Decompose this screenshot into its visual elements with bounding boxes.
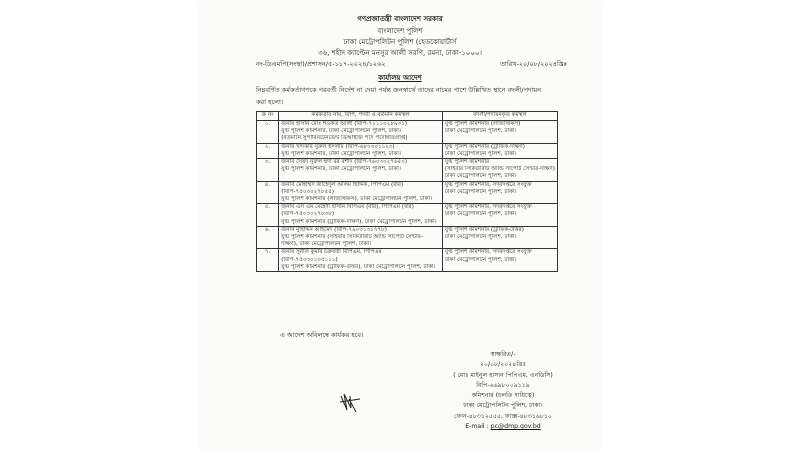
posting-line: যুগ্ম পুলিশ কমিশনার [444, 159, 490, 166]
officer-line: (বিপি-৭৫০৩০২৭৮৫৫) [281, 188, 335, 195]
officer-line: জনাব হাসান মোঃ শওকত আলী (বিপি-৭১১১০২৮৯৩১) [281, 121, 408, 127]
contact-phone: ফোন-৪৮৩১২৫৫৫, ফ্যাক্স-৪৮৩১৬৮১০ [454, 412, 552, 420]
row-posting [442, 204, 557, 227]
table-row [257, 204, 558, 227]
email-link[interactable]: pc@dmp.gov.bd [490, 423, 541, 431]
signature-mark [338, 390, 364, 414]
transfer-table [256, 111, 558, 272]
officer-line: জনাব মুহিদ্দিন আহমেদ (বিপি-৭৯০৩১৩১৭৭৮) [281, 226, 387, 233]
officer-line: (বর্তমানে সুপারিনটেনডেন্ট ডিআইজি পদে পদোন্নতিপ্রাপ্ত) [281, 135, 408, 142]
signatory-name: ( মোঃ মাইনুল হাসান পিপিএম, এনডিসি) [453, 371, 553, 379]
row-officer [279, 121, 443, 144]
office-order-title: কার্যালয় আদেশ [378, 74, 422, 82]
table-body [257, 121, 558, 272]
officer-line: জনাব মোহাম্মদ জাহেদুল আলম ছিদ্দিক, পিপিএম (বার) [281, 181, 404, 188]
row-officer [279, 143, 443, 158]
posting-line: যুগ্ম পুলিশ কমিশনার (লজিস্টিকস) [444, 121, 521, 127]
row-serial: ৭. [257, 249, 279, 272]
officer-line: জনাব সৈয়দ নুরুল হুদা বর রশীদ (বিপি-৭৬০৩০২৭৬৫০) [281, 159, 408, 166]
row-posting [442, 249, 557, 272]
header-posting: বদলী/পদায়নকৃত কর্মস্থল [442, 112, 557, 121]
posting-line: যুগ্ম পুলিশ কমিশনার, সদরদপ্তরে সংযুক্ত [444, 204, 532, 211]
intro-paragraph [256, 84, 556, 108]
memo-number: নং-ডিএমপি(সংস্থা)/প্রশাসন/৫-১১৭-২০২৪/১২৬২ [256, 60, 386, 68]
posting-line: যুগ্ম পুলিশ কমিশনার, সদরদপ্তরে সংযুক্ত [444, 181, 532, 188]
row-officer [279, 226, 443, 249]
officer-line: যুগ্ম পুলিশ কমিশনার (সাইবার সিকিউরিটি অ্যান্ড সাপোর্ট সেন্টার- [281, 234, 423, 241]
posting-line: ঢাকা মেট্রোপলিটন পুলিশ, ঢাকা। [444, 128, 517, 135]
posting-line: যুগ্ম পুলিশ কমিশনার (ট্রাফিক-উত্তর) [444, 226, 524, 233]
officer-line: যুগ্ম পুলিশ কমিশনার, ঢাকা মেট্রোপলিটন পুলিশ, ঢাকা। [281, 150, 401, 157]
row-serial: ৩. [257, 159, 279, 182]
row-serial: ২. [257, 143, 279, 158]
posting-line: ঢাকা মেট্রোপলিটন পুলিশ, ঢাকা। [444, 211, 517, 218]
posting-line: ঢাকা মেট্রোপলিটন পুলিশ, ঢাকা। [444, 256, 517, 263]
row-serial: ৬. [257, 226, 279, 249]
officer-line: যুগ্ম পুলিশ কমিশনার, ঢাকা মেট্রোপলিটন পুলিশ, ঢাকা। [281, 128, 401, 135]
signatory-bp: বিপি-৬৬৯৮০০৯১১৯ [476, 381, 530, 389]
email-label: E-mail : [465, 423, 491, 431]
row-officer [279, 204, 443, 227]
row-serial: ৫. [257, 204, 279, 227]
posting-line: যুগ্ম পুলিশ কমিশনার (ট্রাফিক-দক্ষিণ) [444, 143, 525, 150]
posting-line: যুগ্ম পুলিশ কমিশনার, সদরদপ্তরে সংযুক্ত [444, 249, 532, 256]
officer-line: যুগ্ম পুলিশ কমিশনার (ট্রাফিক-উত্তর), ঢাকা মেট্রোপলিটন পুলিশ, ঢাকা। [281, 263, 436, 270]
closing-text: এ আদেশ অবিলম্বে কার্যকর হবে। [280, 331, 364, 339]
row-posting [442, 143, 557, 158]
posting-line: ঢাকা মেট্রোপলিটন পুলিশ, ঢাকা। [444, 150, 517, 157]
table-row [257, 181, 558, 204]
intro-line: করা হলো। [256, 98, 284, 106]
posting-line: (সাইবার সিকিউরিটি অ্যান্ড সাপোর্ট সেন্টার-দক্ষিণ) [444, 166, 555, 173]
header-serial: ক্র নং [257, 112, 279, 121]
row-posting [442, 181, 557, 204]
table-row [257, 226, 558, 249]
row-posting [442, 159, 557, 182]
signature-date: ২০/০৮/২০২৪খ্রিঃ [479, 361, 526, 369]
officer-line: জনাব খন্দকার নুরুল ইসলাম (বিপি-৬৮০৩০১১২৩) [281, 143, 395, 150]
row-officer [279, 159, 443, 182]
signed-mark: স্বাক্ষরিত/- [490, 351, 516, 358]
memo-date: তারিখ-২০/০৮/২০২৪খ্রিঃ [500, 60, 568, 68]
officer-line: (বিপি-৭৫০৩০২৭৮৩৮) [281, 211, 335, 218]
header-address: ৩৬, শহীদ ক্যাপ্টেন মনসুর আলী সরণি, রমনা, ঢাকা-১০০০। [318, 49, 482, 57]
row-posting [442, 226, 557, 249]
document-page [200, 0, 600, 450]
table-row [257, 159, 558, 182]
row-officer [279, 181, 443, 204]
table-header-row [257, 112, 558, 121]
header-police: বাংলাদেশ পুলিশ [377, 27, 423, 35]
table-row [257, 143, 558, 158]
header-dmp: ঢাকা মেট্রোপলিটন পুলিশ (হেডকোয়ার্টার্স [343, 38, 457, 46]
row-serial: ৪. [257, 181, 279, 204]
contact-email [438, 422, 568, 432]
posting-line: ঢাকা মেট্রোপলিটন পুলিশ, ঢাকা। [444, 234, 517, 241]
posting-line: ঢাকা মেট্রোপলিটন পুলিশ, ঢাকা। [444, 173, 517, 180]
table-row [257, 121, 558, 144]
officer-line: (বিপি-৭৫০৩০১০৫১১১) [281, 256, 338, 263]
table-row [257, 249, 558, 272]
signatory-org: ঢাকা মেট্রোপলিটন পুলিশ, ঢাকা। [463, 402, 543, 410]
officer-line: যুগ্ম পুলিশ কমিশনার (লজিস্টিকস), ঢাকা মেট্রোপলিটন পুলিশ, ঢাকা। [281, 196, 433, 203]
row-posting [442, 121, 557, 144]
officer-line: যুগ্ম পুলিশ কমিশনার, ঢাকা মেট্রোপলিটন পুলিশ, ঢাকা। [281, 166, 401, 173]
row-serial: ১. [257, 121, 279, 144]
posting-line: ঢাকা মেট্রোপলিটন পুলিশ, ঢাকা। [444, 188, 517, 195]
signatory-designation: কমিশনার (চলতি দায়িত্বে) [471, 392, 535, 400]
header-officer: কর্মকর্তার নাম, বিপি, পদবী ও বর্তমান কর্মস্থল [279, 112, 443, 121]
officer-line: জনাব সুনীল কুমার চক্রবর্তী বিপিএম, পিপিএম [281, 249, 382, 256]
officer-line: যুগ্ম পুলিশ কমিশনার (ট্রাফিক-দক্ষিণ), ঢাকা মেট্রোপলিটন পুলিশ, ঢাকা। [281, 218, 437, 225]
header-government: গণপ্রজাতন্ত্রী বাংলাদেশ সরকার [357, 15, 443, 23]
signature-block [438, 350, 568, 432]
officer-line: জনাব এস এম মেহেদী হাসান বিপিএম (বার), পিপিএম (বার) [281, 204, 414, 211]
row-officer [279, 249, 443, 272]
officer-line: দক্ষিণ), ঢাকা মেট্রোপলিটন পুলিশ, ঢাকা। [281, 241, 372, 248]
intro-line: নিম্নবর্ণিত কর্মকর্তাগণকে পরবর্তী নির্দেশ না দেয়া পর্যন্ত জনস্বার্থে তাদের নামের পাশে উল্লিখিত স্থানে বদলী/পদায়ন [256, 86, 542, 94]
